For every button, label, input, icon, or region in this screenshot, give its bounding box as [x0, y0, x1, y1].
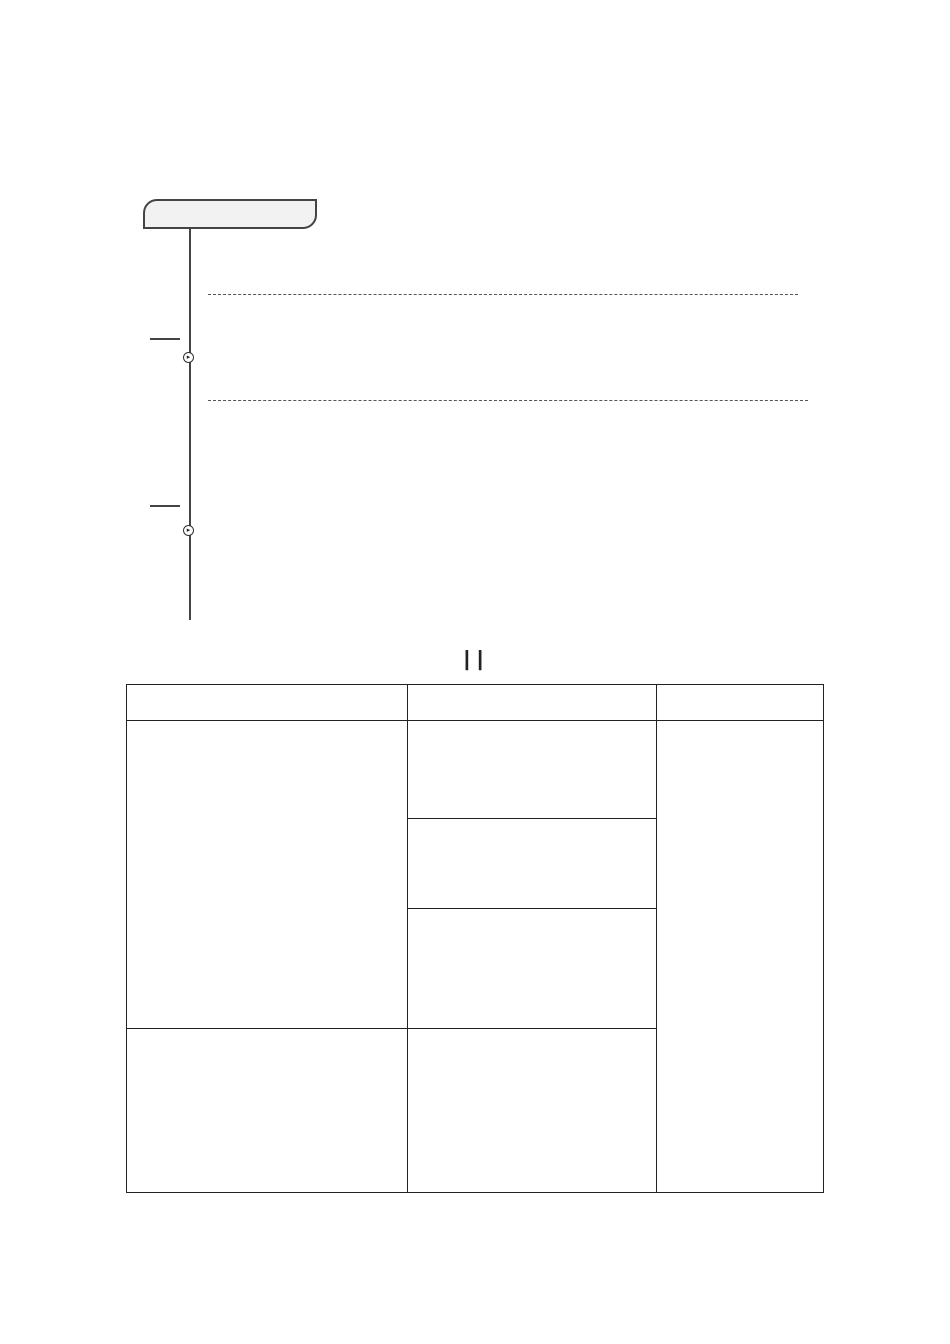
- side-label-summary: [150, 503, 180, 507]
- unit-tag: [143, 199, 317, 229]
- table-header: [408, 685, 657, 721]
- angle-cell: [408, 819, 657, 909]
- exam-note-cell: [127, 721, 408, 1029]
- arrow-icon: ▸: [183, 352, 194, 363]
- exam-note-cell: [127, 1029, 408, 1193]
- timeline-axis-bottom: [208, 400, 808, 401]
- side-label-timeline: [150, 336, 180, 340]
- angle-cell: [408, 1029, 657, 1193]
- exam-analysis-table: [126, 684, 824, 1193]
- table-header: [657, 685, 824, 721]
- table-header: [127, 685, 408, 721]
- angle-cell: [408, 721, 657, 819]
- vertical-divider: [189, 228, 191, 620]
- bar-icon: ┃: [461, 651, 475, 671]
- arrow-icon: ▸: [183, 525, 194, 536]
- section-heading: [0, 651, 950, 671]
- bar-icon: ┃: [475, 651, 489, 671]
- angle-cell: [408, 909, 657, 1029]
- trend-cell: [657, 721, 824, 1193]
- timeline-axis-top: [208, 294, 798, 295]
